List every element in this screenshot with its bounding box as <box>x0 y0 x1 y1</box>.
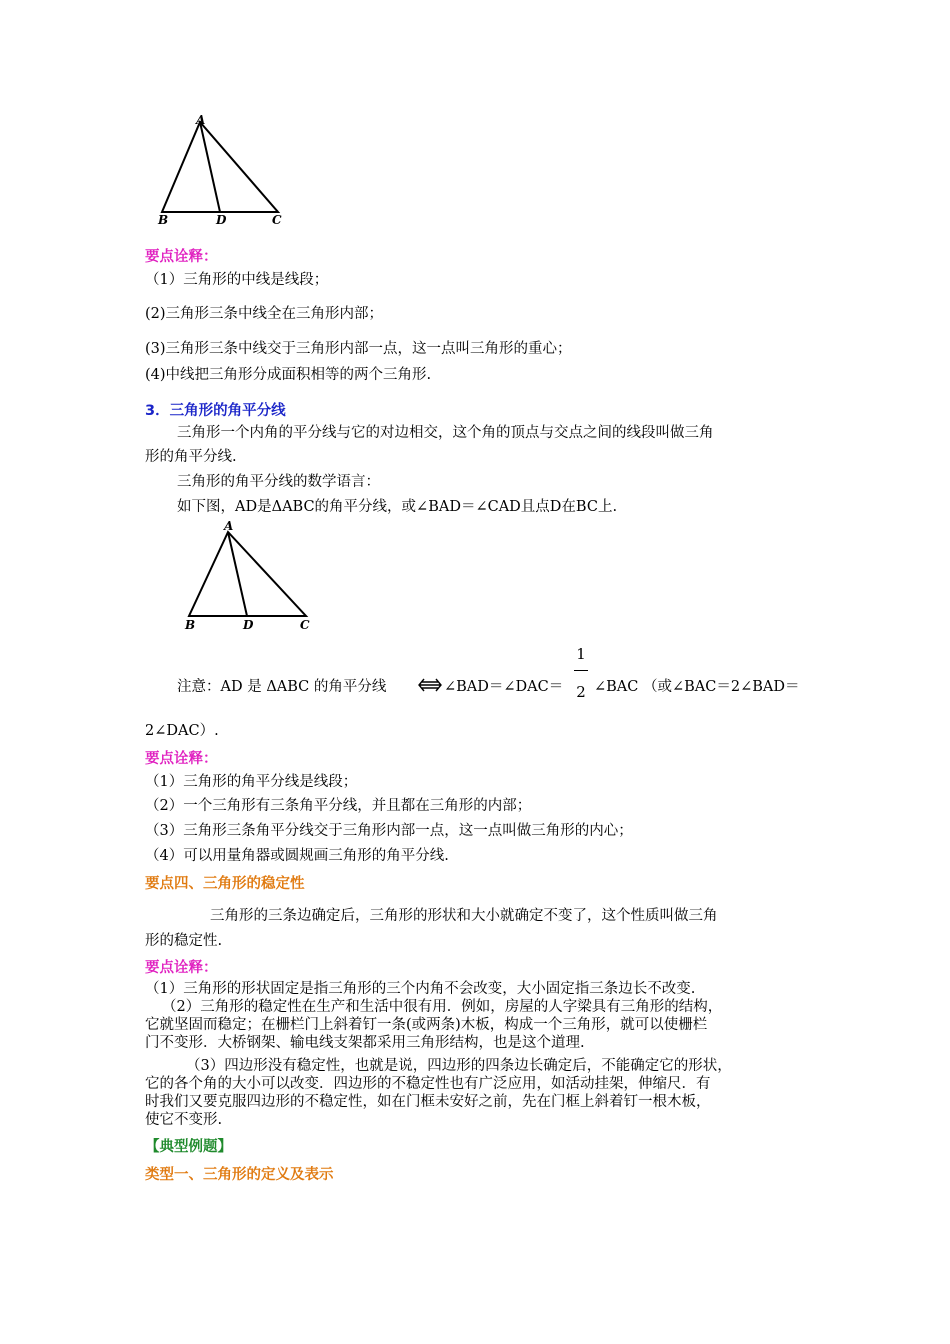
fraction-numerator: 1 <box>576 645 586 663</box>
vertex-label-d: D <box>243 618 254 632</box>
fraction-bar <box>574 670 588 671</box>
stability-section-title: 要点四、三角形的稳定性 <box>145 876 305 892</box>
bisector-section-title: 3．三角形的角平分线 <box>145 403 286 419</box>
median-note-3: (3)三角形三条中线交于三角形内部一点，这一点叫三角形的重心； <box>145 341 572 357</box>
vertex-label-b: B <box>158 213 169 227</box>
stability-note-line: （2）三角形的稳定性在生产和生活中很有用．例如，房屋的人字梁具有三角形的结构， <box>162 999 723 1015</box>
bisector-note-line2: 2∠DAC）. <box>145 723 219 739</box>
median-notes-heading: 要点诠释： <box>145 249 218 265</box>
stability-note-line: （3）四边形没有稳定性，也就是说，四边形的四条边长确定后，不能确定它的形状， <box>186 1058 732 1074</box>
bisector-note-prefix: 注意：AD 是 ΔABC 的角平分线 <box>177 679 387 695</box>
bisector-note-2: （2）一个三角形有三条角平分线，并且都在三角形的内部； <box>145 798 532 814</box>
median-note-4: (4)中线把三角形分成面积相等的两个三角形. <box>145 367 432 383</box>
fraction-denominator: 2 <box>576 683 586 701</box>
examples-heading: 【典型例题】 <box>145 1139 232 1155</box>
bisector-note-4: （4）可以用量角器或圆规画三角形的角平分线. <box>145 848 449 864</box>
vertex-label-d: D <box>216 213 227 227</box>
bisector-note-equality: ∠BAD＝∠DAC＝ <box>444 679 564 695</box>
stability-note-line: （1）三角形的形状固定是指三角形的三个内角不会改变，大小固定指三条边长不改变. <box>145 981 696 997</box>
triangle-figure-bisector <box>180 518 320 633</box>
bisector-definition-line2: 形的角平分线. <box>145 449 237 465</box>
vertex-label-a: A <box>196 113 206 127</box>
stability-definition-line2: 形的稳定性. <box>145 933 223 949</box>
bisector-example-statement: 如下图，AD是ΔABC的角平分线，或∠BAD＝∠CAD且点D在BC上. <box>177 499 618 515</box>
vertex-label-a: A <box>224 519 234 533</box>
bisector-definition-line1: 三角形一个内角的平分线与它的对边相交，这个角的顶点与交点之间的线段叫做三角 <box>177 425 714 441</box>
bisector-notes-heading: 要点诠释： <box>145 751 218 767</box>
median-note-1: （1）三角形的中线是线段； <box>145 272 329 288</box>
stability-note-line: 它就坚固而稳定；在栅栏门上斜着钉一条(或两条)木板，构成一个三角形，就可以使栅栏 <box>145 1017 708 1033</box>
median-note-2: (2)三角形三条中线全在三角形内部； <box>145 306 384 322</box>
bisector-note-1: （1）三角形的角平分线是线段； <box>145 774 358 790</box>
stability-note-line: 门不变形．大桥钢架、输电线支架都采用三角形结构，也是这个道理. <box>145 1035 585 1051</box>
stability-note-line: 使它不变形. <box>145 1112 223 1128</box>
stability-note-line: 时我们又要克服四边形的不稳定性，如在门框未安好之前，先在门框上斜着钉一根木板， <box>145 1094 711 1110</box>
bisector-note-3: （3）三角形三条角平分线交于三角形内部一点，这一点叫做三角形的内心； <box>145 823 633 839</box>
iff-arrow-icon <box>418 677 442 693</box>
vertex-label-b: B <box>185 618 196 632</box>
stability-notes-heading: 要点诠释： <box>145 960 218 976</box>
vertex-label-c: C <box>300 618 310 632</box>
example-type1-title: 类型一、三角形的定义及表示 <box>145 1167 334 1183</box>
bisector-note-suffix: ∠BAC （或∠BAC＝2∠BAD＝ <box>594 679 800 695</box>
vertex-label-c: C <box>272 213 282 227</box>
bisector-math-language: 三角形的角平分线的数学语言： <box>177 474 380 490</box>
stability-note-line: 它的各个角的大小可以改变．四边形的不稳定性也有广泛应用，如活动挂架，伸缩尺．有 <box>145 1076 711 1092</box>
triangle-figure-median <box>150 112 290 227</box>
stability-definition-line1: 三角形的三条边确定后，三角形的形状和大小就确定不变了，这个性质叫做三角 <box>210 908 718 924</box>
